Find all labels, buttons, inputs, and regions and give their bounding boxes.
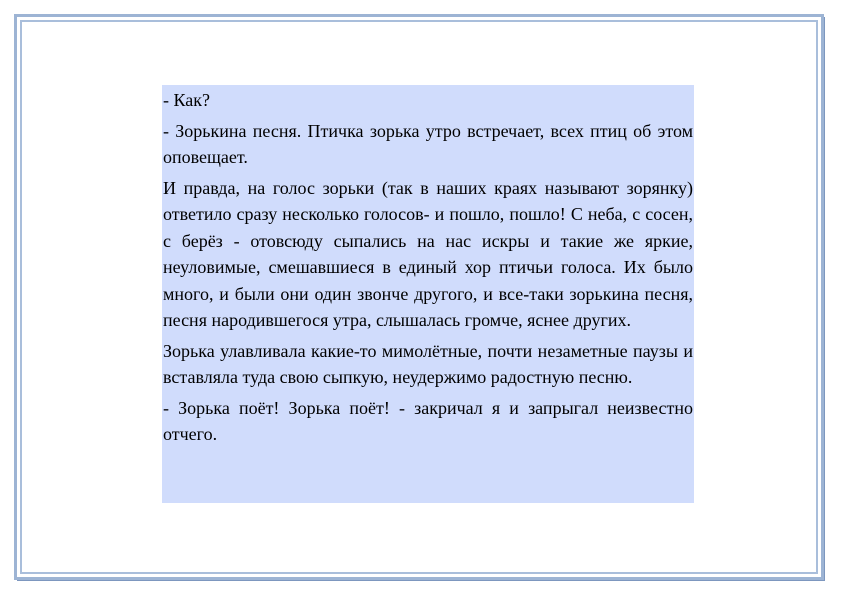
paragraph-2: - Зорькина песня. Птичка зорька утро встречает, всех птиц об этом оповещает.: [163, 120, 693, 167]
paragraph-1: - Как?: [163, 90, 210, 110]
paragraph-3: И правда, на голос зорьки (так в наших краях называют зорянку) ответило сразу несколько голосов- и пошло, пошло! С неба, с сосен, с берёз - отовсюду сыпались на нас искры и такие же яркие, неуловимые, смешавшиеся в единый хор птичьи голоса. Их было много, и были они один звонче другого, и все-таки зорькина песня, песня народившегося утра, слышалась громче, яснее других.: [163, 177, 693, 330]
paragraph-4: Зорька улавливала какие-то мимолётные, почти незаметные паузы и вставляла туда свою сыпкую, неудержимо радостную песню.: [163, 340, 693, 387]
text-box: [162, 85, 694, 503]
paragraph-5: - Зорька поёт! Зорька поёт! - закричал я и запрыгал неизвестно отчего.: [163, 397, 693, 444]
